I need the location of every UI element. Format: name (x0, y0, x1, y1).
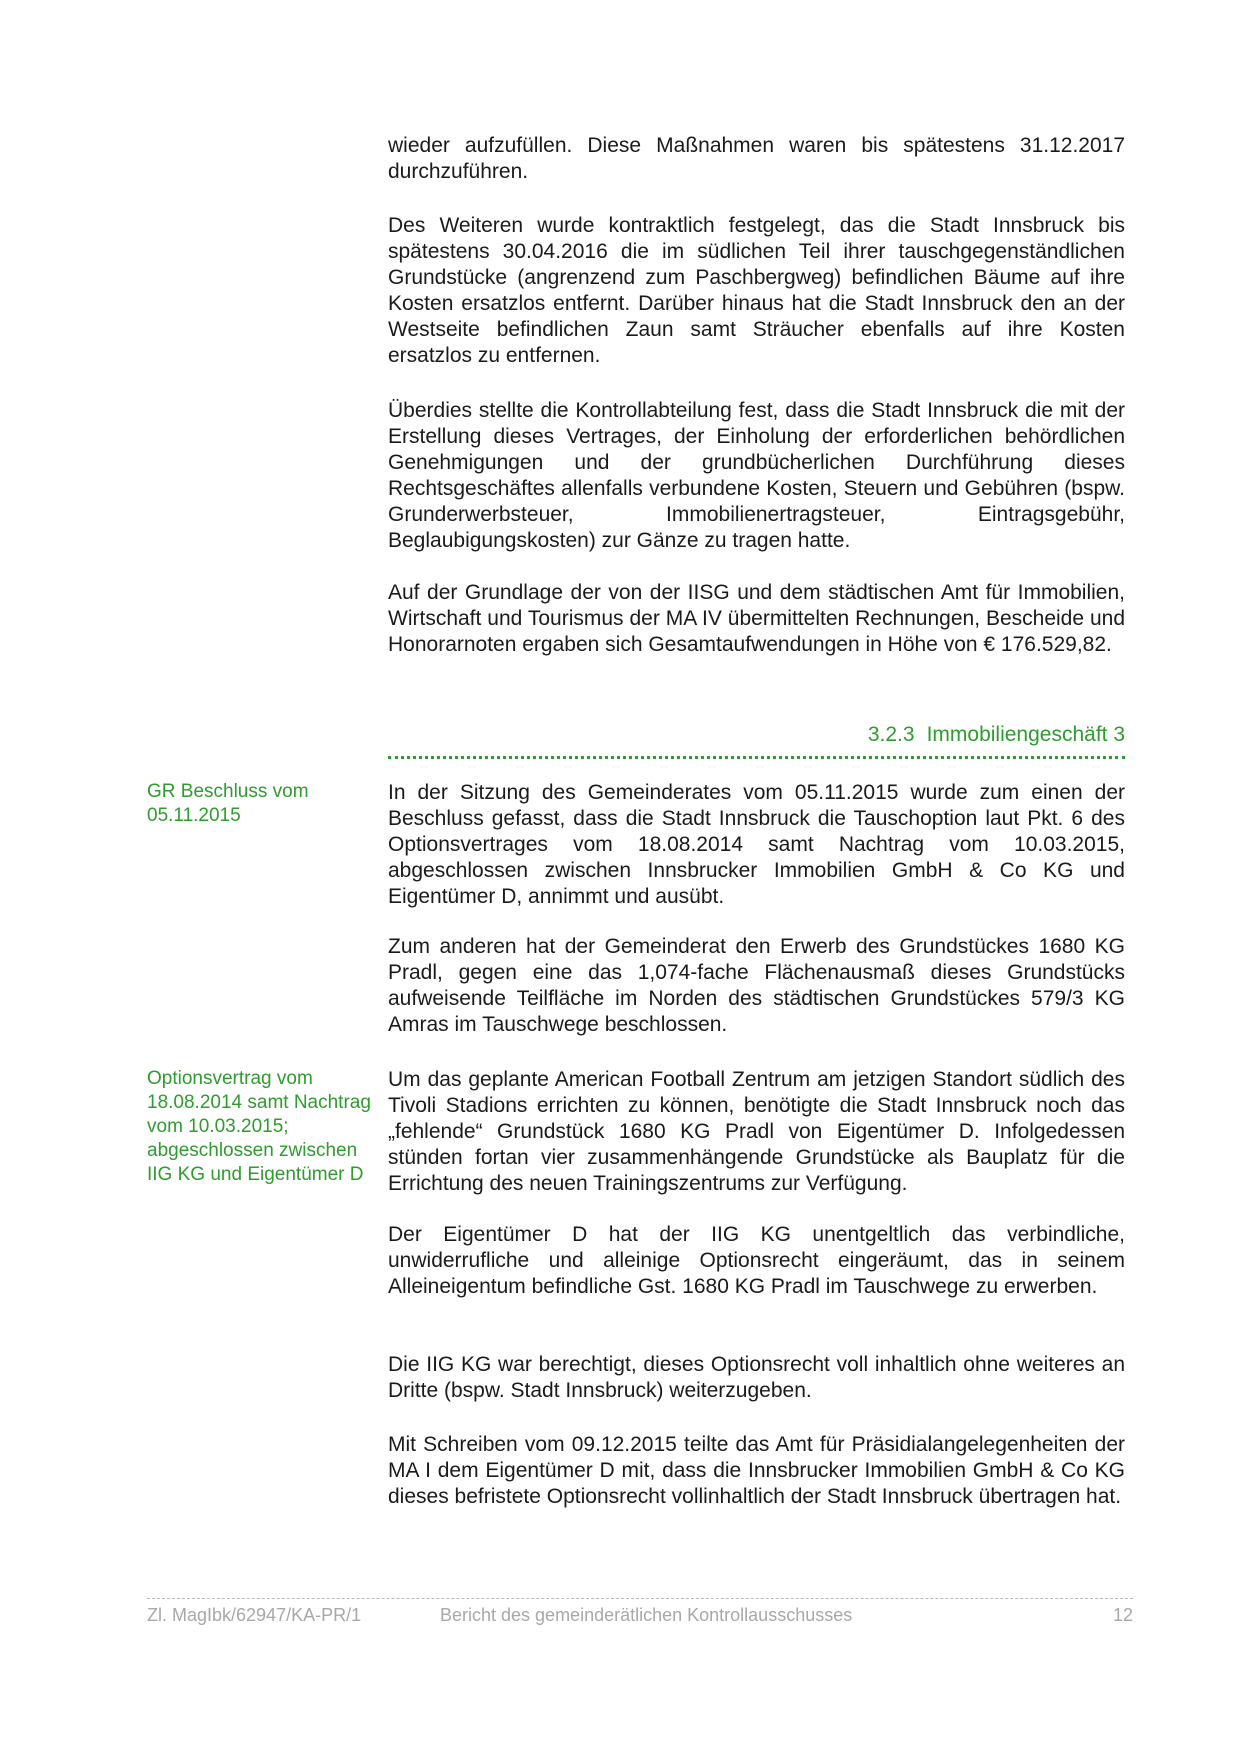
body-paragraph: Die IIG KG war berechtigt, dieses Optionsrecht voll inhaltlich ohne weiteres an Dritte (bspw. Stadt Innsbruck) weiterzugeben. (388, 1353, 1125, 1402)
section-number: 3.2.3 (867, 723, 915, 746)
footer-reference: Zl. MagIbk/62947/KA-PR/1 (147, 1605, 362, 1625)
body-paragraph: Des Weiteren wurde kontraktlich festgelegt, das die Stadt Innsbruck bis spätestens 30.04.2016 die im südlichen Teil ihrer tauschgegenständlichen Grundstücke (angrenzend zum Paschbergweg) befindlichen Bäume auf ihre Kosten ersatzlos entfernt. Darüber hinaus hat die Stadt Innsbruck den an der Westseite befindlichen Zaun samt Sträucher ebenfalls auf ihre Kosten ersatzlos zu entfernen. (388, 214, 1125, 367)
footer-title: Bericht des gemeinderätlichen Kontrollausschusses (440, 1605, 853, 1625)
section-title: Immobiliengeschäft 3 (926, 723, 1125, 746)
page-number: 12 (1112, 1605, 1133, 1625)
body-paragraph: In der Sitzung des Gemeinderates vom 05.11.2015 wurde zum einen der Beschluss gefasst, dass die Stadt Innsbruck die Tauschoption laut Pkt. 6 des Optionsvertrages vom 18.08.2014 samt Nachtrag vom 10.03.2015, abgeschlossen zwischen Innsbrucker Immobilien GmbH & Co KG und Eigentümer D, annimmt und ausübt. (388, 781, 1125, 908)
body-paragraph: Mit Schreiben vom 09.12.2015 teilte das Amt für Präsidialangelegenheiten der MA I dem Eigentümer D mit, dass die Innsbrucker Immobilien GmbH & Co KG dieses befristete Optionsrecht vollinhaltlich der Stadt Innsbruck übertragen hat. (388, 1433, 1125, 1508)
body-paragraph: Überdies stellte die Kontrollabteilung fest, dass die Stadt Innsbruck die mit der Erstellung dieses Vertrages, der Einholung der erforderlichen behördlichen Genehmigungen und der grundbücherlichen Durchführung dieses Rechtsgeschäftes allenfalls verbundene Kosten, Steuern und Gebühren (bspw. Grunderwerbsteuer, Immobilienertragsteuer, Eintragsgebühr, Beglaubigungskosten) zur Gänze zu tragen hatte. (388, 399, 1125, 552)
footer-divider (147, 1598, 1133, 1599)
margin-note-gr-beschluss: GR Beschluss vom 05.11.2015 (147, 781, 309, 826)
body-paragraph: Zum anderen hat der Gemeinderat den Erwerb des Grundstückes 1680 KG Pradl, gegen eine das 1,074-fache Flächenausmaß dieses Grundstücks aufweisende Teilfläche im Norden des städtischen Grundstückes 579/3 KG Amras im Tauschwege beschlossen. (388, 935, 1125, 1036)
margin-note-optionsvertrag: Optionsvertrag vom 18.08.2014 samt Nachtrag vom 10.03.2015; abgeschlossen zwischen IIG KG und Eigentümer D (147, 1068, 371, 1185)
body-paragraph: Auf der Grundlage der von der IISG und dem städtischen Amt für Immobilien, Wirtschaft und Tourismus der MA IV übermittelten Rechnungen, Bescheide und Honorarnoten ergaben sich Gesamtaufwendungen in Höhe von € 176.529,82. (388, 581, 1125, 656)
body-paragraph: Der Eigentümer D hat der IIG KG unentgeltlich das verbindliche, unwiderrufliche und alleinige Optionsrecht eingeräumt, das in seinem Alleineigentum befindliche Gst. 1680 KG Pradl im Tauschwege zu erwerben. (388, 1223, 1125, 1298)
section-heading (388, 722, 1125, 759)
body-paragraph: Um das geplante American Football Zentrum am jetzigen Standort südlich des Tivoli Stadions errichten zu können, benötigte die Stadt Innsbruck noch das „fehlende“ Grundstück 1680 KG Pradl von Eigentümer D. Infolgedessen stünden fortan vier zusammenhängende Grundstücke als Bauplatz für die Errichtung des neuen Trainingszentrums zur Verfügung. (388, 1068, 1125, 1195)
body-paragraph: wieder aufzufüllen. Diese Maßnahmen waren bis spätestens 31.12.2017 durchzuführen. (388, 134, 1125, 183)
